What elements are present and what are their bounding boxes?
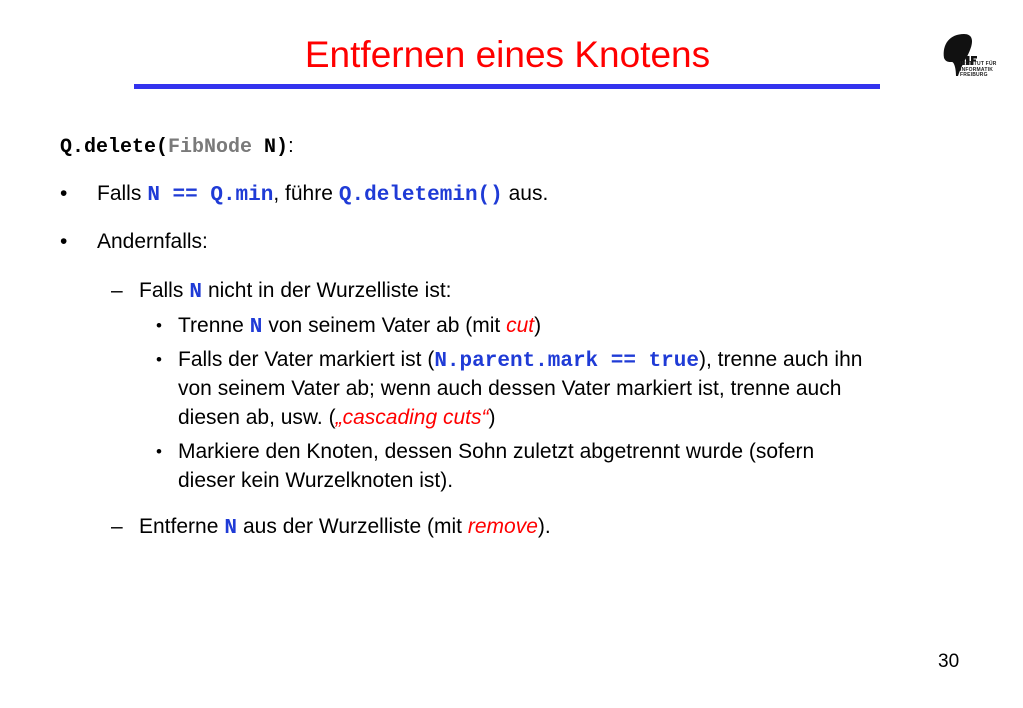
signature-type: FibNode <box>168 136 253 159</box>
bullet-text: Falls <box>97 182 142 205</box>
bullet-text: ). <box>537 515 551 538</box>
sub-bullet-marker: • <box>156 442 162 461</box>
bullet-marker: • <box>60 182 68 205</box>
bullet-text: von seinem Vater ab (mit <box>268 314 507 337</box>
bullet-text: diesen ab, usw. ( <box>178 406 336 429</box>
code-node: N <box>189 281 202 304</box>
dash-marker: – <box>111 515 123 538</box>
bullet-text: , führe <box>273 182 333 205</box>
sub-bullet-cascading-line3 <box>178 404 496 432</box>
bullet-text: aus der Wurzelliste (mit <box>243 515 468 538</box>
sub-bullet-marker: • <box>156 350 162 369</box>
sub-bullet-mark-line1: Markiere den Knoten, dessen Sohn zuletzt abgetrennt wurde (sofern <box>178 440 815 463</box>
page-number: 30 <box>938 651 960 672</box>
title-underline <box>134 84 880 89</box>
code-mark-check: N.parent.mark == true <box>434 350 699 373</box>
bullet-marker: • <box>60 230 68 253</box>
method-signature <box>60 132 294 162</box>
bullet-text: ), trenne auch ihn <box>698 348 863 371</box>
bullet-andernfalls: Andernfalls: <box>97 230 208 253</box>
bullet-text: aus. <box>502 182 549 205</box>
signature-prefix: Q.delete( <box>60 136 169 159</box>
emphasis-cut: cut <box>506 314 535 337</box>
slide-title: Entfernen eines Knotens <box>304 34 711 75</box>
logo-caption-line: INSTITUT FÜR <box>960 61 997 67</box>
code-node: N <box>224 517 237 540</box>
sub-bullet-mark-line2: dieser kein Wurzelknoten ist). <box>178 469 454 492</box>
logo-caption-line: FREIBURG <box>960 72 988 78</box>
bullet-text: Entferne <box>139 515 219 538</box>
code-condition: N == Q.min <box>147 184 274 207</box>
sub-bullet-cut <box>178 312 541 342</box>
bullet-text: nicht in der Wurzelliste ist: <box>207 279 452 302</box>
emphasis-cascading-cuts: „cascading cuts“ <box>335 406 489 429</box>
code-node: N <box>249 316 263 339</box>
bullet-text: ) <box>534 314 542 337</box>
logo-caption <box>960 62 997 79</box>
code-call: Q.deletemin() <box>338 184 503 207</box>
dash-not-in-rootlist <box>139 277 451 307</box>
emphasis-remove: remove <box>467 515 538 538</box>
signature-param: N) <box>252 136 289 159</box>
dash-remove <box>139 513 551 543</box>
sub-bullet-marker: • <box>156 316 162 335</box>
signature-colon: : <box>288 135 294 157</box>
bullet-text: Falls der Vater markiert ist ( <box>178 348 435 371</box>
dash-marker: – <box>111 279 123 302</box>
bullet-deletemin <box>97 180 548 210</box>
sub-bullet-cascading-line2: von seinem Vater ab; wenn auch dessen Vater markiert ist, trenne auch <box>178 377 842 400</box>
logo-caption-line: INFORMATIK <box>960 66 994 73</box>
bullet-text: Trenne <box>178 314 244 337</box>
bullet-text: Falls <box>139 279 184 302</box>
sub-bullet-cascading-line1 <box>178 346 862 376</box>
bullet-text: ) <box>488 406 496 429</box>
